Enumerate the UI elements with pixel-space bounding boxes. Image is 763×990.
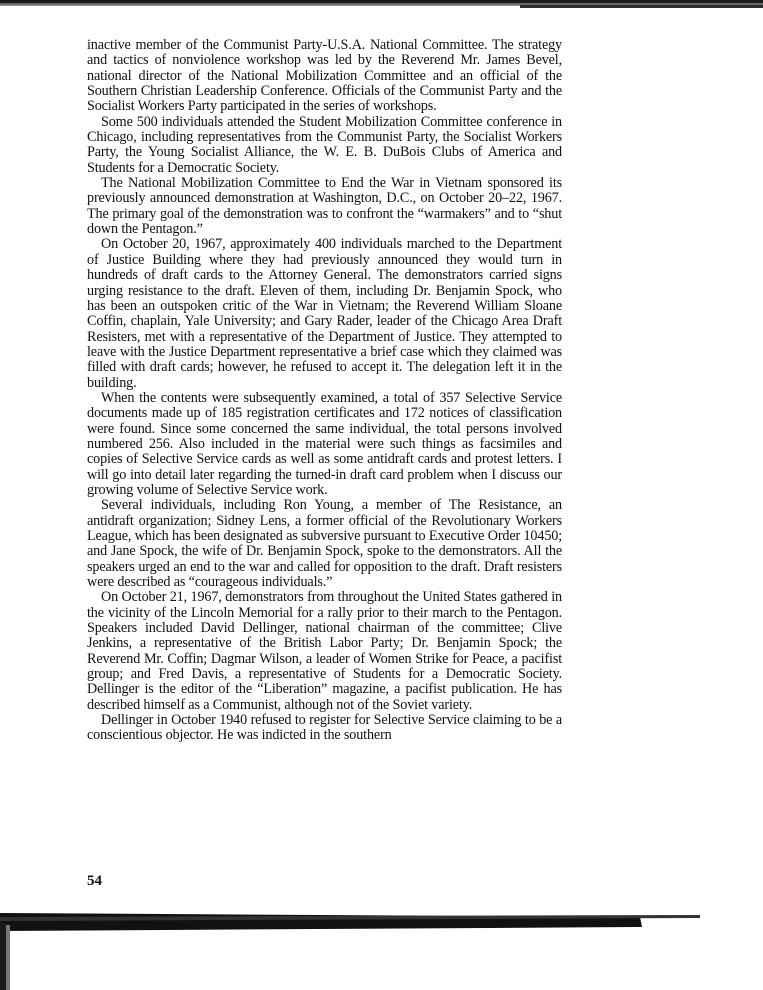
paragraph: When the contents were subsequently examined, a total of 357 Selective Service documents made up of 185 registration certificates and 172 notices of classification were found. Since some concerned the same individual, the total persons involved numbered 256. Also included in the material were such things as facsimiles and copies of Selective Service cards as well as some antidraft cards and protest letters. I will go into detail later regarding the turned-in draft card problem when I discuss our growing volume of Selective Service work. [87, 389, 562, 498]
document-body [87, 38, 562, 744]
page-number: 54 [87, 873, 102, 889]
paragraph: On October 20, 1967, approximately 400 individuals marched to the Department of Justice Building where they had previously announced they would turn in hundreds of draft cards to the Attorney General. The demonstrators carried signs urging resistance to the draft. Eleven of them, including Dr. Benjamin Spock, who has been an outspoken critic of the War in Vietnam; the Reverend William Sloane Coffin, chaplain, Yale University; and Gary Rader, leader of the Chicago Area Draft Resisters, met with a representative of the Department of Justice. They attempted to leave with the Justice Department representative a brief case which they claimed was filled with draft cards; however, he refused to accept it. The delegation left it in the building. [87, 236, 562, 391]
bottom-scan-border [0, 905, 763, 990]
paragraph: inactive member of the Communist Party-U.S.A. National Committee. The strategy and tactics of nonviolence workshop was led by the Reverend Mr. James Bevel, national director of the National Mobilization Committee and an official of the Southern Christian Leadership Conference. Officials of the Communist Party and the Socialist Workers Party participated in the series of workshops. [87, 37, 562, 115]
paragraph: Dellinger in October 1940 refused to register for Selective Service claiming to be a conscientious objector. He was indicted in the southern [87, 712, 562, 744]
top-scan-border [0, 0, 763, 12]
paragraph: Several individuals, including Ron Young, a member of The Resistance, an antidraft organization; Sidney Lens, a former official of the Revolutionary Workers League, which has been designated as subversive pursuant to Executive Order 10450; and Jane Spock, the wife of Dr. Benjamin Spock, spoke to the demonstrators. All the speakers urged an end to the war and called for opposition to the draft. Draft resisters were described as “courageous individuals.” [87, 497, 562, 591]
paragraph: The National Mobilization Committee to End the War in Vietnam sponsored its previously announced demonstration at Washington, D.C., on October 20–22, 1967. The primary goal of the demonstration was to confront the “warmakers” and to “shut down the Pentagon.” [87, 175, 562, 238]
paragraph: Some 500 individuals attended the Student Mobilization Committee conference in Chicago, including representatives from the Communist Party, the Socialist Workers Party, the Young Socialist Alliance, the W. E. B. DuBois Clubs of America and Students for a Democratic Society. [87, 113, 562, 176]
paragraph: On October 21, 1967, demonstrators from throughout the United States gathered in the vicinity of the Lincoln Memorial for a rally prior to their march to the Pentagon. Speakers included David Dellinger, national chairman of the committee; Clive Jenkins, a representative of the British Labor Party; Dr. Benjamin Spock; the Reverend Mr. Coffin; Dagmar Wilson, a leader of Women Strike for Peace, a pacifist group; and Fred Davis, a representative of Students for a Democratic Society. Dellinger is the editor of the “Liberation” magazine, a pacifist publication. He has described himself as a Communist, although not of the Soviet variety. [87, 589, 562, 713]
